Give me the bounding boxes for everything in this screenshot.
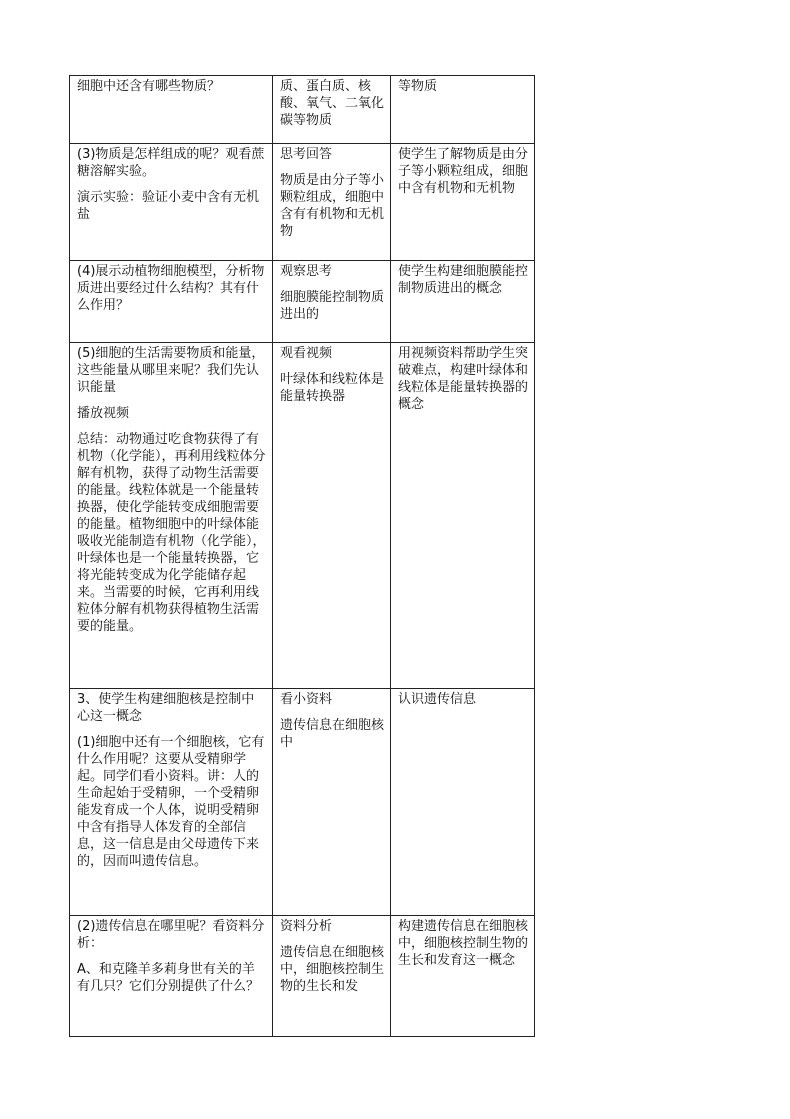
cell-paragraph: 遗传信息在细胞核中，细胞核控制生物的生长和发 (280, 945, 385, 994)
lesson-plan-table (69, 75, 535, 1037)
table-row (70, 261, 535, 343)
cell-paragraph: 播放视频 (77, 406, 130, 421)
cell-paragraph: 等物质 (398, 79, 438, 94)
cell-paragraph: (3)物质是怎样组成的呢？观看蔗糖溶解实验。 (77, 147, 265, 179)
cell-paragraph: 使学生了解物质是由分子等小颗粒组成，细胞中含有机物和无机物 (398, 147, 529, 196)
cell-paragraph: 总结：动物通过吃食物获得了有机物（化学能），再利用线粒体分解有机物，获得了动物生活需要的能量。线粒体就是一个能量转换器，使化学能转变成细胞需要的能量。植物细胞中的叶绿体能吸收光能制造有机物（化学能），叶绿体也是一个能量转换器，它将光能转变成为化学能储存起来。当需要的时候，它再利用线粒体分解有机物获得植物生活需要的能量。 (77, 432, 266, 634)
cell-paragraph: 细胞膜能控制物质进出的 (280, 290, 385, 322)
design-intent-cell (391, 261, 535, 343)
design-intent-cell (391, 689, 535, 916)
design-intent-cell (391, 144, 535, 261)
teacher-activity-cell (70, 689, 273, 916)
cell-paragraph: 3、使学生构建细胞核是控制中心这一概念 (77, 692, 255, 724)
table-row (70, 144, 535, 261)
cell-paragraph: 遗传信息在细胞核中 (280, 718, 385, 750)
cell-paragraph: 用视频资料帮助学生突破难点，构建叶绿体和线粒体是能量转换器的概念 (398, 346, 529, 412)
cell-paragraph: 认识遗传信息 (398, 692, 477, 707)
cell-paragraph: (2)遗传信息在哪里呢？看资料分析： (77, 919, 265, 951)
student-activity-cell (273, 689, 391, 916)
table-row (70, 76, 535, 144)
teacher-activity-cell (70, 261, 273, 343)
cell-paragraph: (5)细胞的生活需要物质和能量，这些能量从哪里来呢？我们先认识能量 (77, 346, 265, 395)
cell-paragraph: 叶绿体和线粒体是能量转换器 (280, 372, 385, 404)
cell-paragraph: 物质是由分子等小颗粒组成，细胞中含有有机物和无机物 (280, 173, 385, 239)
design-intent-cell (391, 76, 535, 144)
cell-paragraph: A、和克隆羊多莉身世有关的羊有几只？它们分别提供了什么？ (77, 962, 260, 994)
student-activity-cell (273, 916, 391, 1037)
cell-paragraph: 演示实验：验证小麦中含有无机盐 (77, 190, 260, 222)
table-row (70, 689, 535, 916)
teacher-activity-cell (70, 916, 273, 1037)
cell-paragraph: 细胞中还含有哪些物质？ (77, 79, 221, 94)
cell-paragraph: 使学生构建细胞膜能控制物质进出的概念 (398, 264, 529, 296)
cell-paragraph: 观看视频 (280, 346, 333, 361)
student-activity-cell (273, 76, 391, 144)
student-activity-cell (273, 261, 391, 343)
teacher-activity-cell (70, 144, 273, 261)
teacher-activity-cell (70, 343, 273, 689)
cell-paragraph: (4)展示动植物细胞模型，分析物质进出要经过什么结构？其有什么作用？ (77, 264, 265, 313)
cell-paragraph: 资料分析 (280, 919, 333, 934)
cell-paragraph: 看小资料 (280, 692, 333, 707)
design-intent-cell (391, 343, 535, 689)
teacher-activity-cell (70, 76, 273, 144)
student-activity-cell (273, 343, 391, 689)
design-intent-cell (391, 916, 535, 1037)
table-row (70, 343, 535, 689)
cell-paragraph: 观察思考 (280, 264, 333, 279)
student-activity-cell (273, 144, 391, 261)
table-row (70, 916, 535, 1037)
cell-paragraph: 思考回答 (280, 147, 333, 162)
cell-paragraph: 构建遗传信息在细胞核中，细胞核控制生物的生长和发育这一概念 (398, 919, 529, 968)
cell-paragraph: 质、蛋白质、核酸、氧气、二氧化碳等物质 (280, 79, 385, 128)
cell-paragraph: (1)细胞中还有一个细胞核，它有什么作用呢？这要从受精卵学起。同学们看小资料。讲：人的生命起始于受精卵，一个受精卵能发育成一个人体，说明受精卵中含有指导人体发育的全部信息，这一信息是由父母遗传下来的，因而叫遗传信息。 (77, 735, 265, 869)
